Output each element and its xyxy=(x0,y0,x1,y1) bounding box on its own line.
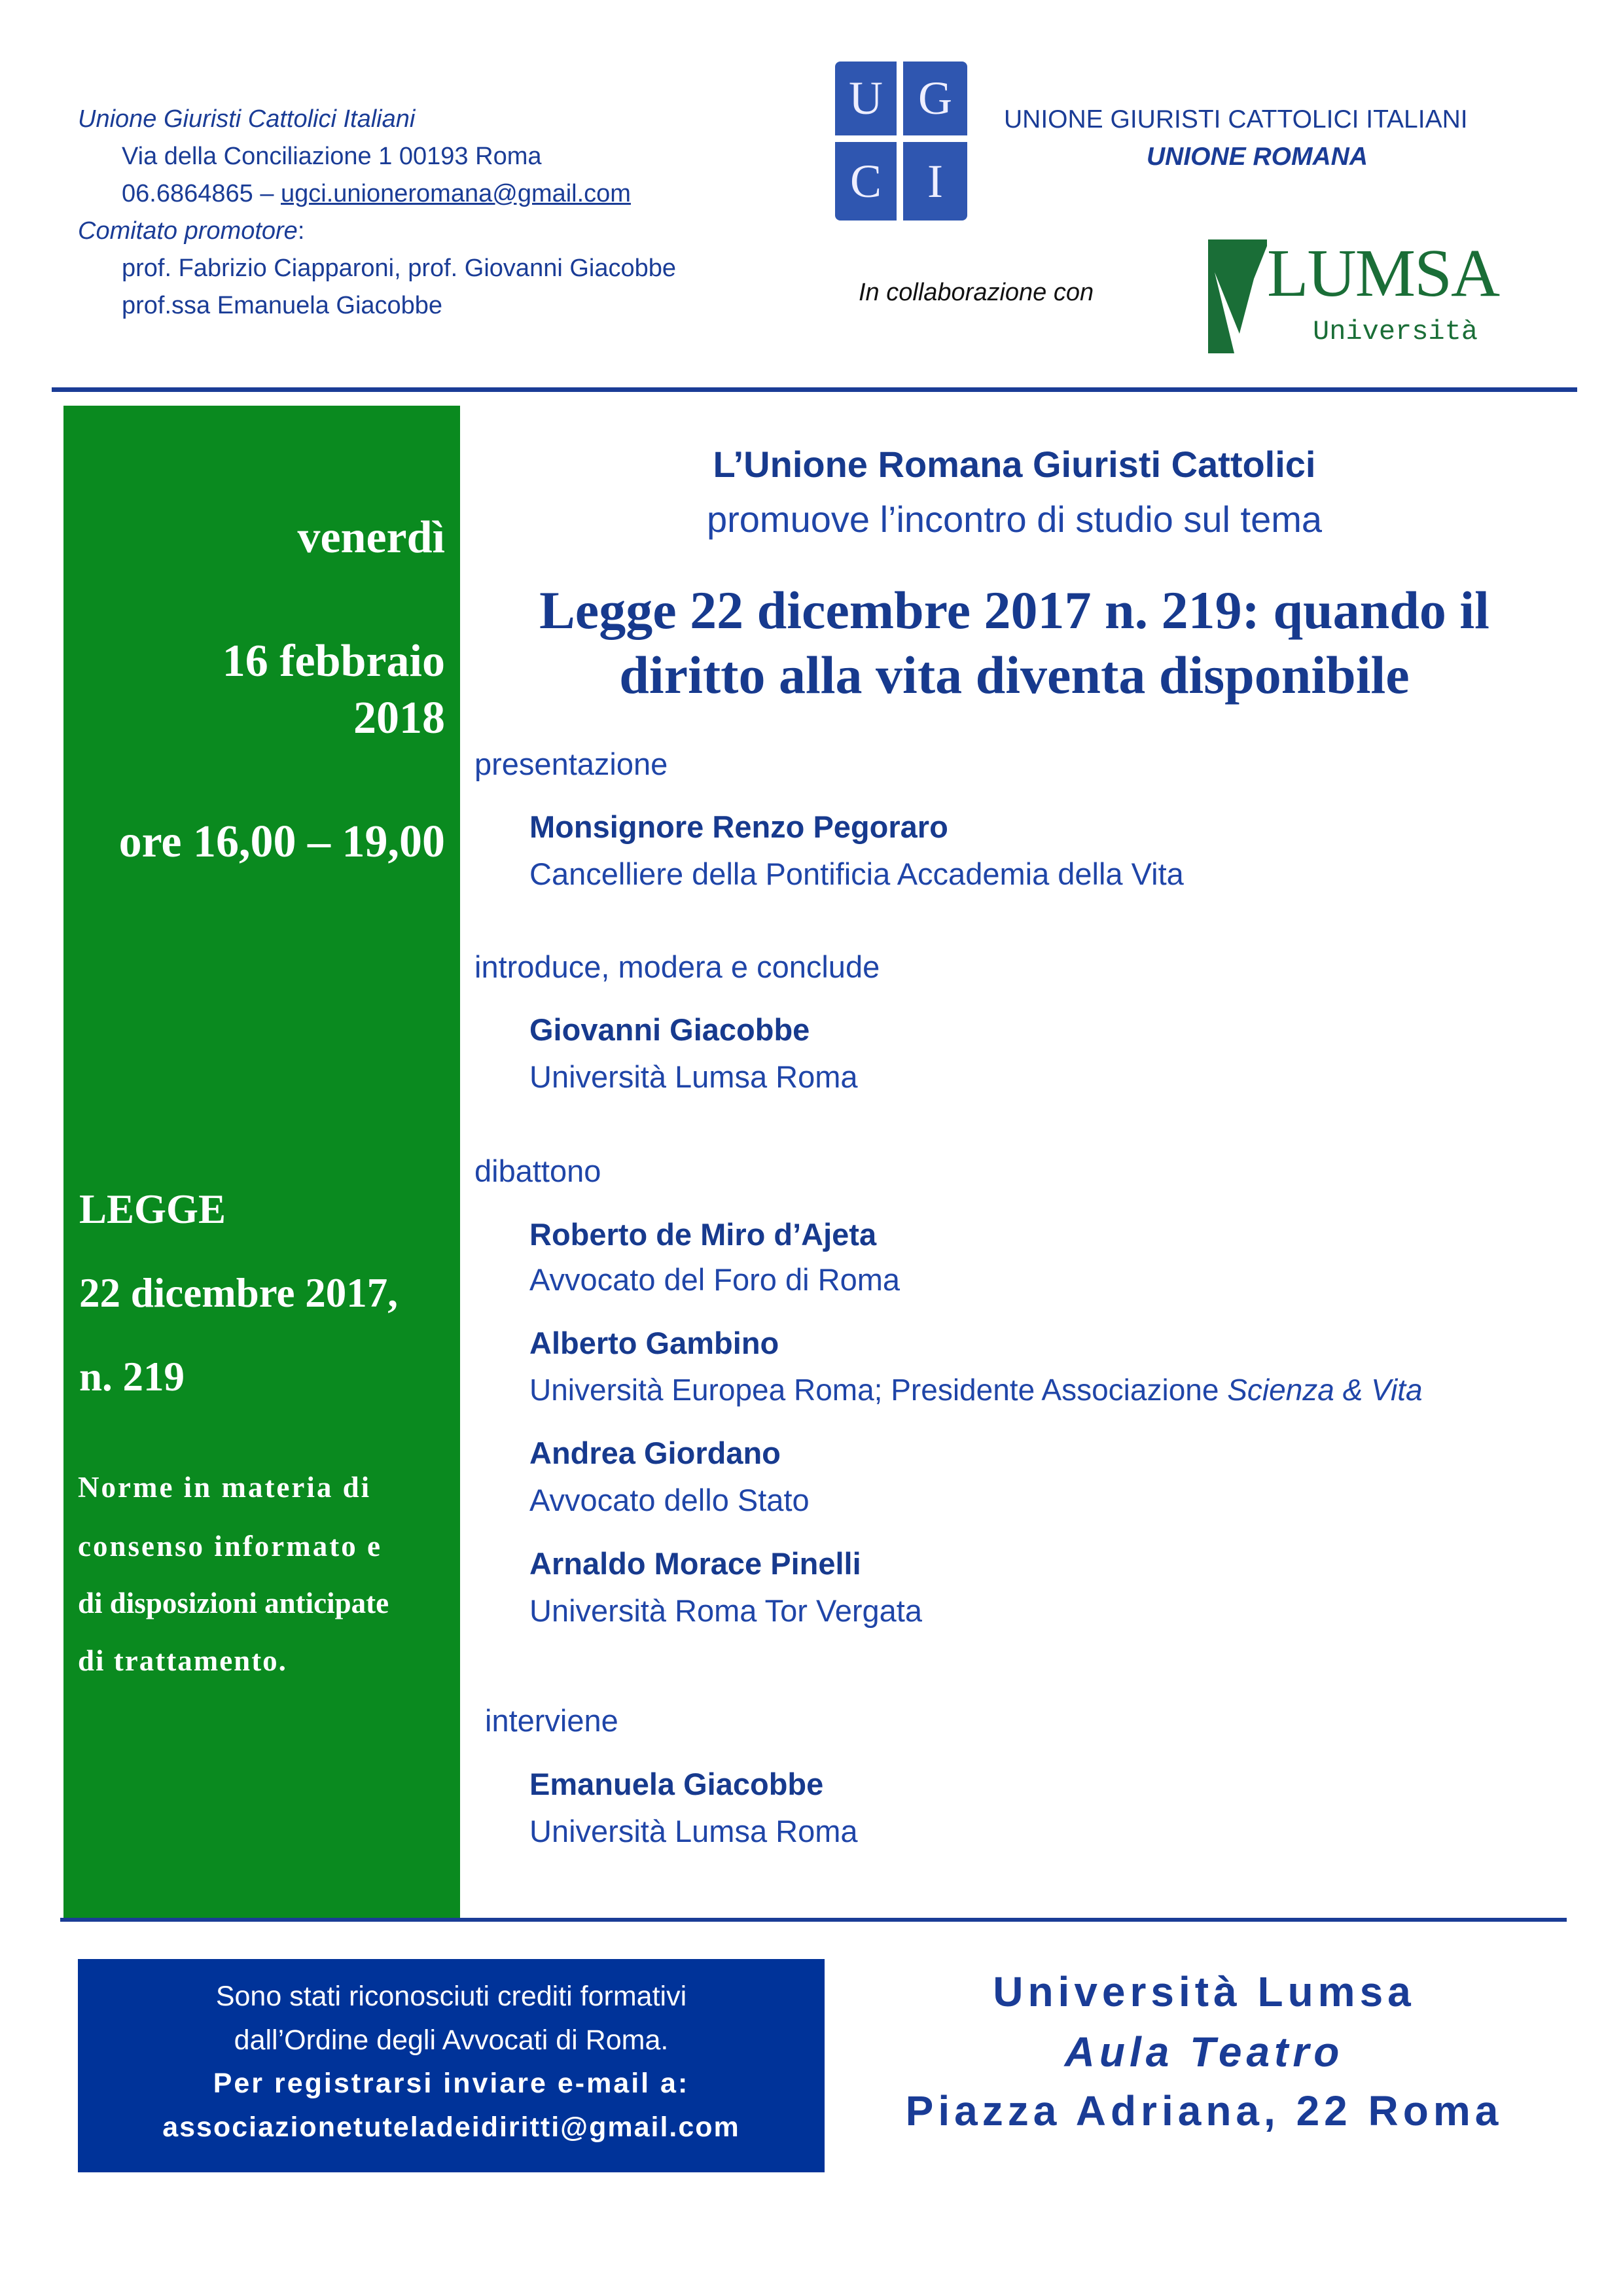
section-label-intervention: interviene xyxy=(485,1703,618,1738)
speaker-role: Università Lumsa Roma xyxy=(529,1059,858,1094)
collaboration-label: In collaborazione con xyxy=(859,279,1094,306)
event-time: ore 16,00 – 19,00 xyxy=(118,817,445,867)
law-description-4: di trattamento. xyxy=(78,1644,287,1677)
promoter: L’Unione Romana Giuristi Cattolici xyxy=(713,444,1316,485)
committee-label: Comitato promotore xyxy=(78,217,298,245)
event-title-1: Legge 22 dicembre 2017 n. 219: quando il xyxy=(539,580,1489,640)
speaker-name: Alberto Gambino xyxy=(529,1326,779,1360)
venue-room: Aula Teatro xyxy=(1064,2028,1344,2075)
speaker-role: Cancelliere della Pontificia Accademia della Vita xyxy=(529,857,1184,891)
committee-members-1: prof. Fabrizio Ciapparoni, prof. Giovanni Giacobbe xyxy=(122,255,677,282)
section-label-presentation: presentazione xyxy=(474,747,668,781)
speaker-role: Università Roma Tor Vergata xyxy=(529,1593,922,1628)
lumsa-logo-sub: Università xyxy=(1313,316,1478,347)
promotes-text: promuove l’incontro di studio sul tema xyxy=(706,499,1323,540)
speaker-role: Avvocato del Foro di Roma xyxy=(529,1262,901,1297)
event-date: 16 febbraio xyxy=(222,636,445,686)
speaker-name: Emanuela Giacobbe xyxy=(529,1767,824,1801)
speaker-role-text: Università Europea Roma; Presidente Associazione xyxy=(529,1373,1228,1407)
event-title-2: diritto alla vita diventa disponibile xyxy=(619,645,1410,705)
law-description-2: consenso informato e xyxy=(78,1530,382,1563)
committee-heading xyxy=(78,217,304,247)
venue-address: Piazza Adriana, 22 Roma xyxy=(905,2087,1503,2134)
ugci-logo-c: C xyxy=(835,142,897,221)
law-description-3: di disposizioni anticipate xyxy=(78,1587,389,1619)
credits-line-1: Sono stati riconosciuti crediti formativi xyxy=(215,1981,687,2012)
org-address: Via della Conciliazione 1 00193 Roma xyxy=(122,143,542,170)
section-label-moderator: introduce, modera e conclude xyxy=(474,949,880,984)
speaker-role-association: Scienza & Vita xyxy=(1227,1373,1423,1407)
section-label-debate: dibattono xyxy=(474,1154,601,1188)
credits-line-2: dall’Ordine degli Avvocati di Roma. xyxy=(234,2024,669,2056)
header-union-title: UNIONE ROMANA xyxy=(1147,143,1368,171)
ugci-logo xyxy=(835,62,967,221)
event-day: venerdì xyxy=(297,512,445,563)
committee-colon: : xyxy=(297,217,305,245)
speaker-name: Arnaldo Morace Pinelli xyxy=(529,1546,861,1581)
law-description-1: Norme in materia di xyxy=(78,1471,372,1504)
ugci-logo-u: U xyxy=(835,62,897,135)
venue-university: Università Lumsa xyxy=(993,1968,1416,2015)
speaker-name: Roberto de Miro d’Ajeta xyxy=(529,1217,877,1252)
law-date: 22 dicembre 2017, xyxy=(79,1270,399,1316)
speaker-name: Andrea Giordano xyxy=(529,1436,781,1470)
law-number: n. 219 xyxy=(79,1354,185,1400)
org-name: Unione Giuristi Cattolici Italiani xyxy=(78,105,416,133)
top-divider xyxy=(52,387,1577,392)
ugci-logo-g: G xyxy=(903,62,967,135)
speaker-role: Avvocato dello Stato xyxy=(529,1483,810,1517)
speaker-role: Università Lumsa Roma xyxy=(529,1814,858,1848)
law-label: LEGGE xyxy=(79,1186,226,1232)
org-email-link[interactable]: ugci.unioneromana@gmail.com xyxy=(281,180,631,207)
event-year: 2018 xyxy=(353,693,445,743)
registration-email-link[interactable]: associazionetuteladeidiritti@gmail.com xyxy=(162,2111,740,2143)
lumsa-logo xyxy=(1208,236,1499,353)
committee-members-2: prof.ssa Emanuela Giacobbe xyxy=(122,292,443,319)
side-panel xyxy=(63,406,460,1918)
speaker-role xyxy=(529,1372,1423,1408)
bottom-divider xyxy=(60,1918,1567,1922)
lumsa-logo-name: LUMSA xyxy=(1267,236,1499,311)
ugci-logo-i: I xyxy=(903,142,967,221)
header-org-title: UNIONE GIURISTI CATTOLICI ITALIANI xyxy=(1004,105,1468,133)
org-contact xyxy=(122,179,631,209)
speaker-name: Monsignore Renzo Pegoraro xyxy=(529,809,948,844)
registration-label: Per registrarsi inviare e-mail a: xyxy=(213,2068,690,2099)
speaker-name: Giovanni Giacobbe xyxy=(529,1012,810,1047)
org-phone: 06.6864865 – xyxy=(122,180,281,207)
